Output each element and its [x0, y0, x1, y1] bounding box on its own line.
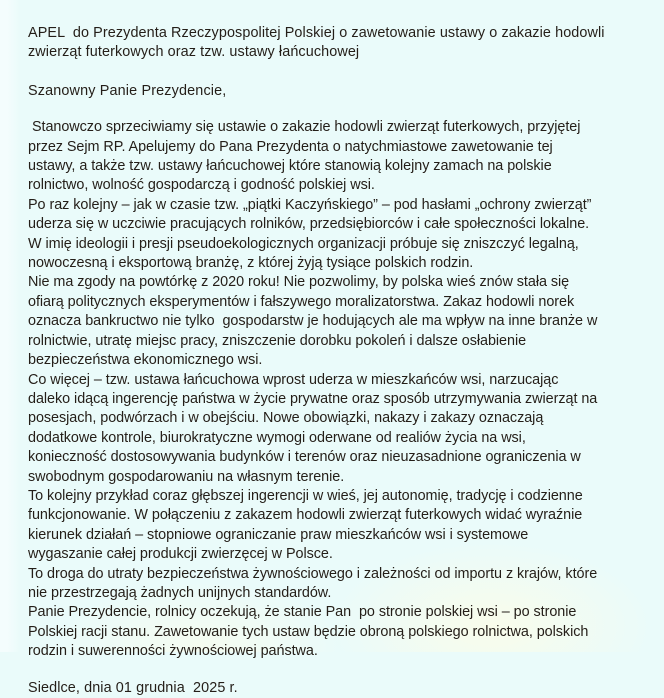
paragraph-line: swobodnym gospodarowaniu na własnym terenie.	[28, 468, 345, 485]
paragraph-7	[28, 603, 648, 661]
paragraph-line: daleko idącą ingerencję państwa w życie prywatne oraz sposób utrzymywania zwierząt na	[28, 390, 598, 407]
paragraph-line: ofiarą politycznych eksperymentów i fałszywego moralizatorstwa. Zakaz hodowli norek	[28, 293, 575, 310]
paragraph-line: funkcjonowanie. W połączeniu z zakazem hodowli zwierząt futerkowych widać wyraźnie	[28, 507, 583, 524]
paragraph-2	[28, 196, 648, 274]
paragraph-line: To droga do utraty bezpieczeństwa żywnościowego i zależności od importu z krajów, które	[28, 565, 598, 582]
paragraph-line: nie przestrzegają żadnych unijnych standardów.	[28, 584, 332, 601]
paragraph-line: nowoczesną i eksportową branżę, z której żyją tysiące polskich rodzin.	[28, 255, 474, 272]
paragraph-line: W imię ideologii i presji pseudoekologicznych organizacji próbuje się zniszczyć legalną,	[28, 235, 579, 252]
paragraph-line: rodzin i suwerenności żywnościowej państwa.	[28, 643, 318, 660]
paragraph-line: rolnictwo, wolność gospodarczą i godność polskiej wsi.	[28, 177, 375, 194]
paragraph-line: posesjach, podwórzach i w obejściu. Nowe obowiązki, nakazy i zakazy oznaczają	[28, 410, 544, 427]
spacer	[28, 63, 648, 82]
paragraph-1	[28, 118, 648, 196]
paragraph-line: Stanowczo sprzeciwiamy się ustawie o zakazie hodowli zwierząt futerkowych, przyjętej	[28, 119, 581, 136]
paragraph-line: konieczność dostosowywania budynków i terenów oraz nieuzasadnione ograniczenia w	[28, 449, 581, 466]
paragraph-line: kierunek działań – stopniowe ograniczanie praw mieszkańców wsi i systemowe	[28, 526, 529, 543]
paragraph-5	[28, 487, 648, 565]
paragraph-line: Co więcej – tzw. ustawa łańcuchowa wprost uderza w mieszkańców wsi, narzucając	[28, 371, 559, 388]
paragraph-4	[28, 371, 648, 487]
place-and-date-line: Siedlce, dnia 01 grudnia 2025 r.	[28, 679, 238, 696]
paragraph-line: uderza się w uczciwie pracujących rolników, przedsiębiorców i całe społeczności lokalne.	[28, 216, 590, 233]
spacer	[28, 101, 648, 118]
document-body	[28, 24, 648, 698]
paragraph-3	[28, 273, 648, 370]
salutation	[28, 82, 648, 101]
document-heading	[28, 24, 648, 63]
spacer	[28, 662, 648, 679]
paragraph-6	[28, 565, 648, 604]
paragraph-line: To kolejny przykład coraz głębszej ingerencji w wieś, jej autonomię, tradycję i codzienne	[28, 487, 583, 504]
paragraph-line: przez Sejm RP. Apelujemy do Pana Prezydenta o natychmiastowe zawetowanie tej	[28, 138, 553, 155]
paragraph-line: wygaszanie całej produkcji zwierzęcej w Polsce.	[28, 546, 333, 563]
heading-line: zwierząt futerkowych oraz tzw. ustawy łańcuchowej	[28, 44, 360, 61]
salutation-line: Szanowny Panie Prezydencie,	[28, 82, 227, 99]
paragraph-line: rolnictwie, utratę miejsc pracy, zniszczenie dorobku pokoleń i dalsze osłabienie	[28, 332, 527, 349]
paragraph-line: Panie Prezydencie, rolnicy oczekują, że stanie Pan po stronie polskiej wsi – po stronie	[28, 604, 577, 621]
place-and-date	[28, 679, 648, 698]
paragraph-line: oznacza bankructwo nie tylko gospodarstw je hodujących ale ma wpływ na inne branże w	[28, 313, 598, 330]
paragraph-line: ustawy, a także tzw. ustawy łańcuchowej które stanowią kolejny zamach na polskie	[28, 158, 552, 175]
paragraph-line: Nie ma zgody na powtórkę z 2020 roku! Nie pozwolimy, by polska wieś znów stała się	[28, 274, 570, 291]
paragraph-line: bezpieczeństwa ekonomicznego wsi.	[28, 352, 263, 369]
paragraph-line: dodatkowe kontrole, biurokratyczne wymogi oderwane od realiów życia na wsi,	[28, 429, 526, 446]
paragraph-line: Po raz kolejny – jak w czasie tzw. „piątki Kaczyńskiego” – pod hasłami „ochrony zwierząt”	[28, 196, 592, 213]
heading-line: APEL do Prezydenta Rzeczypospolitej Polskiej o zawetowanie ustawy o zakazie hodowli	[28, 25, 605, 41]
paragraph-line: Polskiej racji stanu. Zawetowanie tych ustaw będzie obroną polskiego rolnictwa, polskich	[28, 623, 589, 640]
